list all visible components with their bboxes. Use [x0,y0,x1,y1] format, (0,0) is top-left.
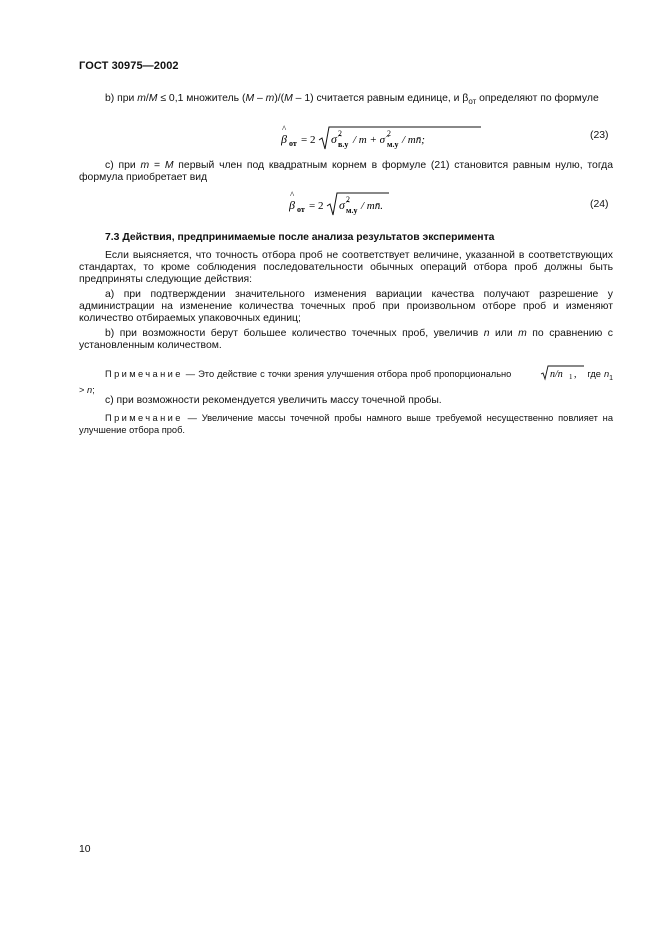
section-7-3-item-b: b) при возможности берут большее количество точечных проб, увеличив n или m по сравнению с установленным количеством. [79,328,613,351]
svg-text:= 2: = 2 [301,134,316,146]
equation-24-graphic [289,190,409,218]
svg-text:n/n: n/n [550,369,564,380]
svg-text:^: ^ [290,190,295,200]
note-2-label: Примечание [105,413,183,423]
svg-text:м.у: м.у [346,206,358,215]
equation-24-number: (24) [590,199,609,210]
svg-text:в.у: в.у [338,140,349,149]
svg-text:/ mn̄;: / mn̄; [402,134,425,146]
sqrt-n-over-n1 [514,365,584,385]
note-1: Примечание — Это действие с точки зрения улучшения отбора проб пропорционально n/n 1 , где $n_1 > n$; [79,365,613,396]
svg-text:,: , [574,369,577,380]
equation-24 [289,190,409,221]
equation-23 [281,124,481,155]
svg-text:2: 2 [346,195,350,204]
svg-text:β: β [289,198,295,212]
equation-23-graphic [281,124,481,152]
section-7-3-item-c: с) при возможности рекомендуется увеличить массу точечной пробы. [105,395,442,406]
note-2 [79,413,613,436]
svg-text:от: от [289,139,297,148]
page-number: 10 [79,844,91,855]
svg-text:м.у: м.у [387,140,399,149]
svg-text:2: 2 [338,129,342,138]
section-7-3-intro: Если выясняется, что точность отбора проб не соответствует величине, указанной в соответствующих стандартах, то кроме соблюдения последовательности обычных операций отбора проб должны быть предприняты следующие действия: [79,250,613,285]
svg-text:β: β [281,132,287,146]
note-2-text: — Увеличение массы точечной пробы намного выше требуемой несущественно повлияет на улучшение отбора проб. [79,413,613,435]
svg-text:σ̂: σ̂ [331,132,337,146]
svg-text:2: 2 [387,129,391,138]
sqrt-n-over-n1-graphic [540,365,584,381]
svg-text:1: 1 [569,373,573,381]
section-7-3-title: 7.3 Действия, предпринимаемые после анализа результатов эксперимента [105,232,495,243]
note-1-label: Примечание [105,369,183,379]
svg-text:^: ^ [282,124,287,134]
svg-text:/ mn̄.: / mn̄. [361,200,383,212]
paragraph-c-intro: с) при m = M первый член под квадратным корнем в формуле (21) становится равным нулю, тогда формула приобретает вид [79,160,614,183]
svg-text:от: от [297,205,305,214]
svg-text:/ m + σ̂: / m + σ̂ [353,134,386,146]
section-7-3-item-a: а) при подтверждении значительного изменения вариации качества получают разрешение у администрации на изменение количества точечных проб при произвольном отборе проб и изменяют количество отбираемых упаковочных единиц; [79,289,613,324]
paragraph-b-intro: b) при m/M ≤ 0,1 множитель (M – m)/(M – 1) считается равным единице, и $\beta_{от}$ определяют по формуле [105,93,599,107]
svg-text:= 2: = 2 [309,200,324,212]
equation-23-number: (23) [590,130,609,141]
svg-text:σ̂: σ̂ [339,198,345,212]
document-header: ГОСТ 30975—2002 [79,60,179,72]
